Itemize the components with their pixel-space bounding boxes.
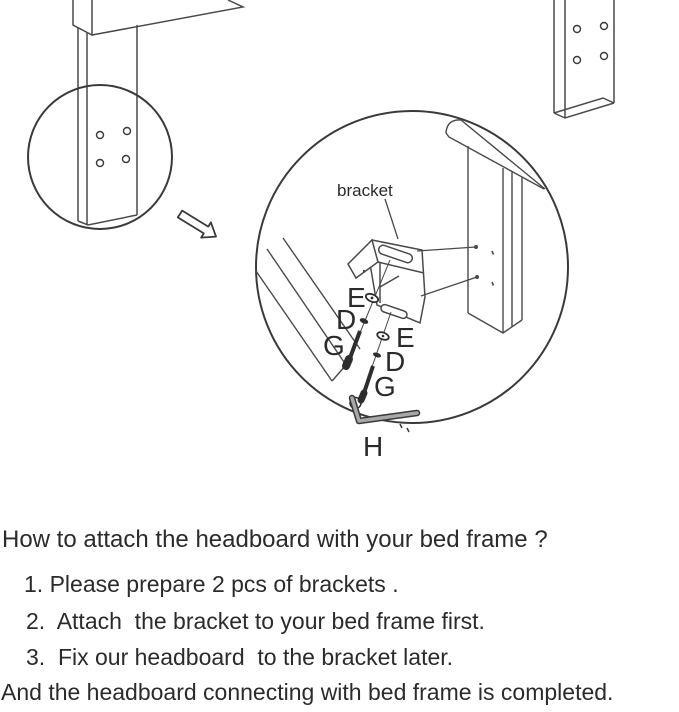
instruction-step-3: 3. Fix our headboard to the bracket later.: [26, 644, 454, 670]
leg-screw-holes-right: [574, 23, 608, 64]
magnifier-circle-left: [28, 85, 172, 229]
headboard-leg-left: [73, 0, 243, 225]
label-d-1: D: [336, 304, 357, 335]
bed-frame-leg-right: [554, 0, 614, 118]
bed-post-detail: [446, 120, 545, 333]
post-hole-mark: [492, 251, 494, 286]
bracket-label: bracket: [337, 181, 393, 200]
leg-screw-holes: [97, 128, 131, 167]
label-h: H: [363, 431, 384, 462]
label-e-1: E: [347, 282, 366, 313]
instructions-heading: How to attach the headboard with your bed frame ?: [2, 526, 548, 553]
label-g-2: G: [374, 371, 396, 402]
label-d-2: D: [385, 346, 406, 377]
instructions-footer: And the headboard connecting with bed frame is completed.: [1, 679, 614, 705]
magnifier-lens: [28, 85, 172, 229]
instruction-step-1: 1. Please prepare 2 pcs of brackets .: [24, 571, 399, 597]
label-g-1: G: [323, 330, 345, 361]
arrow-icon: [178, 211, 216, 238]
instruction-step-2: 2. Attach the bracket to your bed frame first.: [26, 608, 485, 634]
label-e-2: E: [396, 322, 415, 353]
